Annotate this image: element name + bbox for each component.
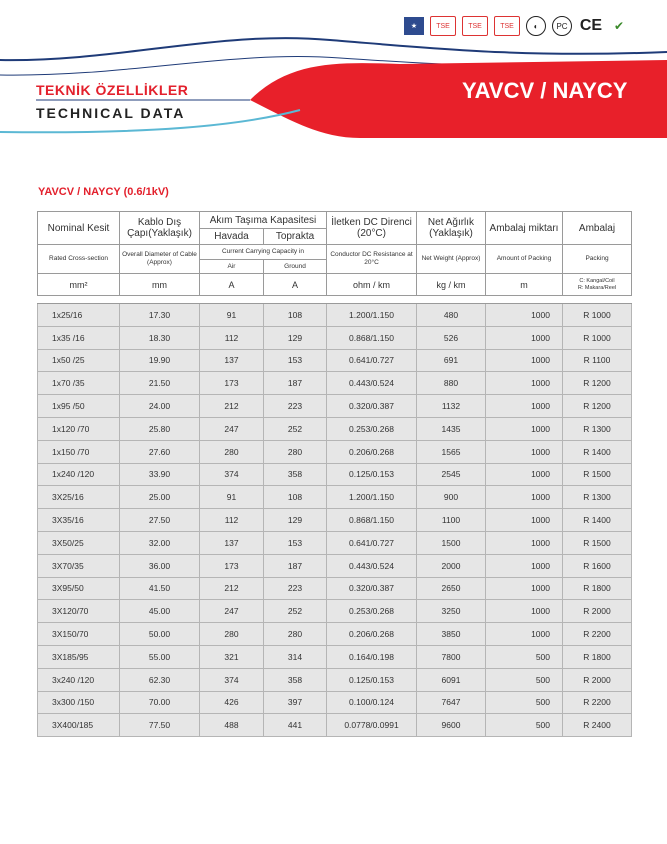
table-cell: R 2000: [563, 668, 632, 691]
unit-packing-amount: m: [486, 274, 563, 296]
table-row: [38, 463, 632, 486]
table-cell: 0.125/0.153: [327, 668, 417, 691]
table-cell: 1x150 /70: [38, 440, 120, 463]
table-cell: R 1500: [563, 463, 632, 486]
table-cell: 3X400/185: [38, 714, 120, 737]
table-cell: 3X95/50: [38, 577, 120, 600]
table-cell: 3X70/35: [38, 554, 120, 577]
table-cell: 3X120/70: [38, 600, 120, 623]
unit-cross-section: mm²: [38, 274, 120, 296]
table-cell: 280: [200, 623, 264, 646]
table-cell: 27.50: [120, 509, 200, 532]
header-en-resistance: Conductor DC Resistance at 20°C: [327, 245, 417, 274]
unit-ground: A: [264, 274, 327, 296]
table-cell: 0.125/0.153: [327, 463, 417, 486]
table-cell: 108: [264, 486, 327, 509]
table-body: [38, 304, 632, 737]
header-en-current-capacity: Current Carrying Capacity in: [200, 245, 327, 260]
table-cell: 45.00: [120, 600, 200, 623]
table-cell: 223: [264, 577, 327, 600]
table-cell: 212: [200, 577, 264, 600]
table-cell: 1565: [417, 440, 486, 463]
table-cell: 374: [200, 668, 264, 691]
header-en-packing-amount: Amount of Packing: [486, 245, 563, 274]
table-row: [38, 372, 632, 395]
header-packing-amount: Ambalaj miktarı: [486, 212, 563, 245]
table-cell: 280: [264, 440, 327, 463]
table-cell: 0.0778/0.0991: [327, 714, 417, 737]
table-cell: R 1600: [563, 554, 632, 577]
table-cell: R 1000: [563, 326, 632, 349]
table-cell: 3X150/70: [38, 623, 120, 646]
table-cell: 173: [200, 554, 264, 577]
table-cell: 91: [200, 486, 264, 509]
page-header: [0, 0, 667, 150]
table-cell: 91: [200, 304, 264, 327]
gost-mark-icon: PC: [552, 16, 572, 36]
header-resistance: İletken DC Direnci (20°C): [327, 212, 417, 245]
table-cell: R 1400: [563, 509, 632, 532]
table-cell: 112: [200, 509, 264, 532]
table-cell: 18.30: [120, 326, 200, 349]
table-cell: 280: [264, 623, 327, 646]
table-cell: 0.443/0.524: [327, 372, 417, 395]
table-cell: R 1300: [563, 417, 632, 440]
cert-mark-icon: ◐: [526, 16, 546, 36]
table-cell: R 1200: [563, 395, 632, 418]
table-cell: 1000: [486, 372, 563, 395]
table-cell: 25.00: [120, 486, 200, 509]
table-cell: 1000: [486, 509, 563, 532]
table-cell: 426: [200, 691, 264, 714]
table-cell: 137: [200, 349, 264, 372]
unit-resistance: ohm / km: [327, 274, 417, 296]
table-cell: 252: [264, 417, 327, 440]
table-cell: 1000: [486, 531, 563, 554]
header-air: Havada: [200, 229, 264, 245]
table-cell: 7647: [417, 691, 486, 714]
table-cell: 0.253/0.268: [327, 417, 417, 440]
header-en-packing: Packing: [563, 245, 632, 274]
tse-logo-icon: TSE: [494, 16, 520, 36]
rohs-check-icon: ✔: [613, 19, 625, 33]
table-cell: 358: [264, 668, 327, 691]
table-cell: 321: [200, 645, 264, 668]
table-cell: 77.50: [120, 714, 200, 737]
table-cell: 500: [486, 691, 563, 714]
table-row: [38, 668, 632, 691]
table-cell: 900: [417, 486, 486, 509]
table-cell: 24.00: [120, 395, 200, 418]
title-english: TECHNICAL DATA: [36, 105, 186, 121]
table-cell: 1x95 /50: [38, 395, 120, 418]
table-cell: 7800: [417, 645, 486, 668]
table-cell: 2545: [417, 463, 486, 486]
table-row: [38, 326, 632, 349]
tse-logo-icon: TSE: [462, 16, 488, 36]
table-row: [38, 554, 632, 577]
unit-packing: [563, 274, 632, 296]
header-row-units: [38, 274, 632, 296]
table-cell: 36.00: [120, 554, 200, 577]
table-cell: 129: [264, 509, 327, 532]
table-cell: 691: [417, 349, 486, 372]
table-row: [38, 417, 632, 440]
table-row: [38, 623, 632, 646]
table-cell: 0.641/0.727: [327, 531, 417, 554]
table-cell: 880: [417, 372, 486, 395]
table-cell: 247: [200, 600, 264, 623]
table-row: [38, 531, 632, 554]
table-cell: 1500: [417, 531, 486, 554]
table-cell: 0.320/0.387: [327, 395, 417, 418]
table-cell: 129: [264, 326, 327, 349]
header-cross-section: Nominal Kesit: [38, 212, 120, 245]
table-cell: 55.00: [120, 645, 200, 668]
table-cell: R 2200: [563, 623, 632, 646]
table-cell: 1000: [486, 349, 563, 372]
header-en-diameter: Overall Diameter of Cable (Approx): [120, 245, 200, 274]
table-row: [38, 691, 632, 714]
table-cell: 374: [200, 463, 264, 486]
table-cell: 1x25/16: [38, 304, 120, 327]
table-cell: 108: [264, 304, 327, 327]
header-en-cross-section: Rated Cross-section: [38, 245, 120, 274]
table-cell: 0.641/0.727: [327, 349, 417, 372]
table-cell: R 1800: [563, 645, 632, 668]
header-packing: Ambalaj: [563, 212, 632, 245]
table-cell: 9600: [417, 714, 486, 737]
table-cell: 1.200/1.150: [327, 304, 417, 327]
table-row: [38, 304, 632, 327]
table-cell: R 1300: [563, 486, 632, 509]
table-cell: 19.90: [120, 349, 200, 372]
table-cell: 0.868/1.150: [327, 326, 417, 349]
unit-air: A: [200, 274, 264, 296]
table-cell: 187: [264, 372, 327, 395]
table-cell: 3x240 /120: [38, 668, 120, 691]
table-cell: 1000: [486, 623, 563, 646]
table-cell: 6091: [417, 668, 486, 691]
table-cell: 480: [417, 304, 486, 327]
table-cell: 1000: [486, 417, 563, 440]
table-cell: 1000: [486, 486, 563, 509]
table-cell: 1132: [417, 395, 486, 418]
table-cell: 397: [264, 691, 327, 714]
table-cell: 1000: [486, 440, 563, 463]
table-cell: R 1000: [563, 304, 632, 327]
table-cell: 187: [264, 554, 327, 577]
header-weight: Net Ağırlık (Yaklaşık): [417, 212, 486, 245]
header-current-capacity: Akım Taşıma Kapasitesi: [200, 212, 327, 229]
tse-logo-icon: TSE: [430, 16, 456, 36]
table-cell: 223: [264, 395, 327, 418]
ce-mark-icon: CE: [579, 17, 603, 34]
table-row: [38, 509, 632, 532]
table-cell: 3x300 /150: [38, 691, 120, 714]
table-cell: 247: [200, 417, 264, 440]
table-cell: 25.80: [120, 417, 200, 440]
table-cell: 21.50: [120, 372, 200, 395]
section-title: YAVCV / NAYCY (0.6/1kV): [38, 186, 169, 198]
title-turkish: TEKNİK ÖZELLİKLER: [36, 82, 189, 98]
table-cell: 32.00: [120, 531, 200, 554]
table-cell: 500: [486, 668, 563, 691]
table-cell: 1435: [417, 417, 486, 440]
table-row: [38, 486, 632, 509]
technical-data-table: [37, 211, 632, 737]
table-cell: R 2000: [563, 600, 632, 623]
table-cell: 0.164/0.198: [327, 645, 417, 668]
table-cell: 314: [264, 645, 327, 668]
unit-diameter: mm: [120, 274, 200, 296]
table-cell: 0.253/0.268: [327, 600, 417, 623]
table-cell: 252: [264, 600, 327, 623]
table-cell: R 1400: [563, 440, 632, 463]
table-cell: 1000: [486, 600, 563, 623]
table-cell: 3X25/16: [38, 486, 120, 509]
table-cell: 153: [264, 531, 327, 554]
table-cell: 0.320/0.387: [327, 577, 417, 600]
table-row: [38, 600, 632, 623]
table-cell: 3X185/95: [38, 645, 120, 668]
header-en-weight: Net Weight (Approx): [417, 245, 486, 274]
table-row: [38, 395, 632, 418]
header-ground: Toprakta: [264, 229, 327, 245]
table-cell: 0.206/0.268: [327, 623, 417, 646]
table-cell: 0.206/0.268: [327, 440, 417, 463]
table-cell: 280: [200, 440, 264, 463]
table-cell: 1000: [486, 463, 563, 486]
table-cell: 488: [200, 714, 264, 737]
certification-logos: [404, 16, 628, 36]
table-cell: 173: [200, 372, 264, 395]
table-cell: 1x120 /70: [38, 417, 120, 440]
table-cell: 2650: [417, 577, 486, 600]
table-cell: 50.00: [120, 623, 200, 646]
table-row: [38, 577, 632, 600]
table-cell: 137: [200, 531, 264, 554]
table-cell: 33.90: [120, 463, 200, 486]
table-cell: 41.50: [120, 577, 200, 600]
header-diameter: Kablo Dış Çapı(Yaklaşık): [120, 212, 200, 245]
unit-weight: kg / km: [417, 274, 486, 296]
header-en-air: Air: [200, 260, 264, 274]
table-cell: 0.100/0.124: [327, 691, 417, 714]
table-cell: 0.868/1.150: [327, 509, 417, 532]
table-cell: 3X35/16: [38, 509, 120, 532]
table-row: [38, 440, 632, 463]
table-cell: 27.60: [120, 440, 200, 463]
table-cell: 212: [200, 395, 264, 418]
table-cell: 1000: [486, 395, 563, 418]
table-cell: 500: [486, 714, 563, 737]
table-cell: 441: [264, 714, 327, 737]
table-cell: 17.30: [120, 304, 200, 327]
header-row-turkish: [38, 212, 632, 229]
table-cell: 1000: [486, 577, 563, 600]
table-cell: 1x240 /120: [38, 463, 120, 486]
table-cell: 526: [417, 326, 486, 349]
table-cell: R 1100: [563, 349, 632, 372]
table-cell: R 1200: [563, 372, 632, 395]
table-cell: R 2200: [563, 691, 632, 714]
table-row: [38, 714, 632, 737]
header-en-ground: Ground: [264, 260, 327, 274]
table-spacer: [38, 296, 632, 304]
table-cell: 1100: [417, 509, 486, 532]
table-cell: 62.30: [120, 668, 200, 691]
table-cell: 1x35 /16: [38, 326, 120, 349]
table-cell: 3X50/25: [38, 531, 120, 554]
table-cell: 1x50 /25: [38, 349, 120, 372]
unit-packing-coil: C: Kangal/Coil: [579, 277, 615, 284]
table-cell: 3250: [417, 600, 486, 623]
table-cell: 112: [200, 326, 264, 349]
table-cell: 70.00: [120, 691, 200, 714]
table-cell: 153: [264, 349, 327, 372]
header-row-english: [38, 245, 632, 260]
banner-product-name: YAVCV / NAYCY: [462, 78, 628, 103]
table-cell: 1.200/1.150: [327, 486, 417, 509]
table-cell: 1x70 /35: [38, 372, 120, 395]
table-cell: 1000: [486, 326, 563, 349]
table-cell: 3850: [417, 623, 486, 646]
table-cell: 1000: [486, 304, 563, 327]
table-cell: 1000: [486, 554, 563, 577]
table-cell: R 1800: [563, 577, 632, 600]
table-cell: 0.443/0.524: [327, 554, 417, 577]
table-row: [38, 645, 632, 668]
table-cell: R 1500: [563, 531, 632, 554]
table-row: [38, 349, 632, 372]
table-cell: 2000: [417, 554, 486, 577]
eu-flag-icon: ★: [404, 17, 424, 35]
unit-packing-reel: R: Makara/Reel: [577, 284, 617, 291]
table-cell: 500: [486, 645, 563, 668]
table-cell: 358: [264, 463, 327, 486]
table-cell: R 2400: [563, 714, 632, 737]
